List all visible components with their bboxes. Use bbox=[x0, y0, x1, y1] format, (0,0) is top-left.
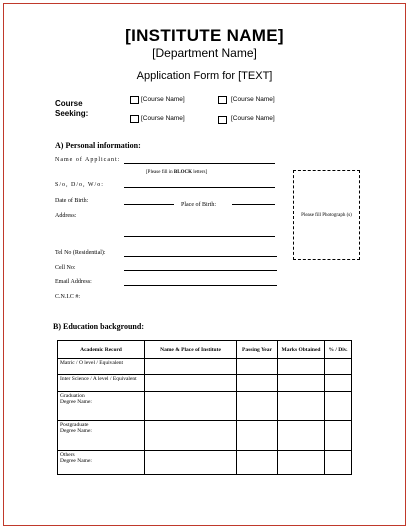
course-option-label-3: [Course Name] bbox=[141, 115, 185, 122]
division-cell[interactable] bbox=[325, 421, 352, 451]
marks-cell[interactable] bbox=[278, 451, 325, 475]
dob-label: Date of Birth: bbox=[55, 198, 89, 204]
applicant-name-field[interactable] bbox=[124, 163, 275, 164]
education-heading: B) Education background: bbox=[53, 322, 144, 331]
passing-year-cell[interactable] bbox=[237, 392, 278, 421]
column-header-division: % / Div. bbox=[325, 341, 352, 359]
table-row bbox=[58, 392, 352, 421]
tel-label: Tel No (Residential): bbox=[55, 250, 106, 256]
institute-cell[interactable] bbox=[145, 421, 237, 451]
column-header-marks: Marks Obtained bbox=[278, 341, 325, 359]
table-header-row bbox=[58, 341, 352, 359]
personal-info-heading: A) Personal information: bbox=[55, 141, 141, 150]
passing-year-cell[interactable] bbox=[237, 421, 278, 451]
cell-label: Cell No: bbox=[55, 265, 76, 271]
address-label: Address: bbox=[55, 213, 77, 219]
academic-record-cell: Inter Science / A level / Equivalent bbox=[58, 375, 145, 392]
cell-field[interactable] bbox=[124, 270, 277, 271]
division-cell[interactable] bbox=[325, 375, 352, 392]
column-header-institute: Name & Place of Institute bbox=[145, 341, 237, 359]
marks-cell[interactable] bbox=[278, 392, 325, 421]
department-name: [Department Name] bbox=[152, 46, 257, 60]
education-table bbox=[57, 340, 352, 475]
pob-label: Place of Birth: bbox=[181, 202, 216, 208]
course-checkbox-4[interactable] bbox=[218, 116, 227, 124]
column-header-passing-year: Passing Year bbox=[237, 341, 278, 359]
dob-field[interactable] bbox=[124, 204, 174, 205]
division-cell[interactable] bbox=[325, 359, 352, 375]
institute-cell[interactable] bbox=[145, 375, 237, 392]
academic-record-cell: Others Degree Name: bbox=[58, 451, 145, 475]
passing-year-cell[interactable] bbox=[237, 451, 278, 475]
academic-record-cell: Matric / O level / Equivalent bbox=[58, 359, 145, 375]
address-field[interactable] bbox=[124, 236, 275, 237]
relation-field[interactable] bbox=[124, 187, 275, 188]
column-header-academic-record: Academic Record bbox=[58, 341, 145, 359]
email-label: Email Address: bbox=[55, 279, 92, 285]
cnic-label: C.N.I.C #: bbox=[55, 294, 81, 300]
marks-cell[interactable] bbox=[278, 375, 325, 392]
academic-record-cell: Graduation Degree Name: bbox=[58, 392, 145, 421]
table-row bbox=[58, 359, 352, 375]
table-row bbox=[58, 421, 352, 451]
table-row bbox=[58, 375, 352, 392]
table-row bbox=[58, 451, 352, 475]
division-cell[interactable] bbox=[325, 451, 352, 475]
division-cell[interactable] bbox=[325, 392, 352, 421]
marks-cell[interactable] bbox=[278, 359, 325, 375]
course-option-label-4: [Course Name] bbox=[231, 115, 275, 122]
form-title: Application Form for [TEXT] bbox=[136, 70, 273, 82]
course-checkbox-2[interactable] bbox=[218, 96, 227, 104]
email-field[interactable] bbox=[124, 285, 277, 286]
academic-record-cell: Postgraduate Degree Name: bbox=[58, 421, 145, 451]
marks-cell[interactable] bbox=[278, 421, 325, 451]
institute-name: [INSTITUTE NAME] bbox=[125, 26, 284, 45]
passing-year-cell[interactable] bbox=[237, 359, 278, 375]
photo-instruction: Please fill Photograph (s) bbox=[301, 212, 352, 218]
applicant-name-label: Name of Applicant: bbox=[55, 157, 121, 163]
institute-cell[interactable] bbox=[145, 451, 237, 475]
tel-field[interactable] bbox=[124, 256, 277, 257]
pob-field[interactable] bbox=[232, 204, 275, 205]
form-page bbox=[3, 3, 406, 526]
course-checkbox-3[interactable] bbox=[130, 115, 139, 123]
course-seeking-label: Course Seeking: bbox=[55, 99, 89, 118]
relation-label: S/o, D/o, W/o: bbox=[55, 182, 104, 188]
course-checkbox-1[interactable] bbox=[130, 96, 139, 104]
institute-cell[interactable] bbox=[145, 392, 237, 421]
course-option-label-1: [Course Name] bbox=[141, 96, 185, 103]
course-option-label-2: [Course Name] bbox=[231, 96, 275, 103]
institute-cell[interactable] bbox=[145, 359, 237, 375]
passing-year-cell[interactable] bbox=[237, 375, 278, 392]
photo-box[interactable] bbox=[293, 170, 360, 260]
block-letters-note: [Please fill in BLOCK letters] bbox=[146, 170, 208, 175]
